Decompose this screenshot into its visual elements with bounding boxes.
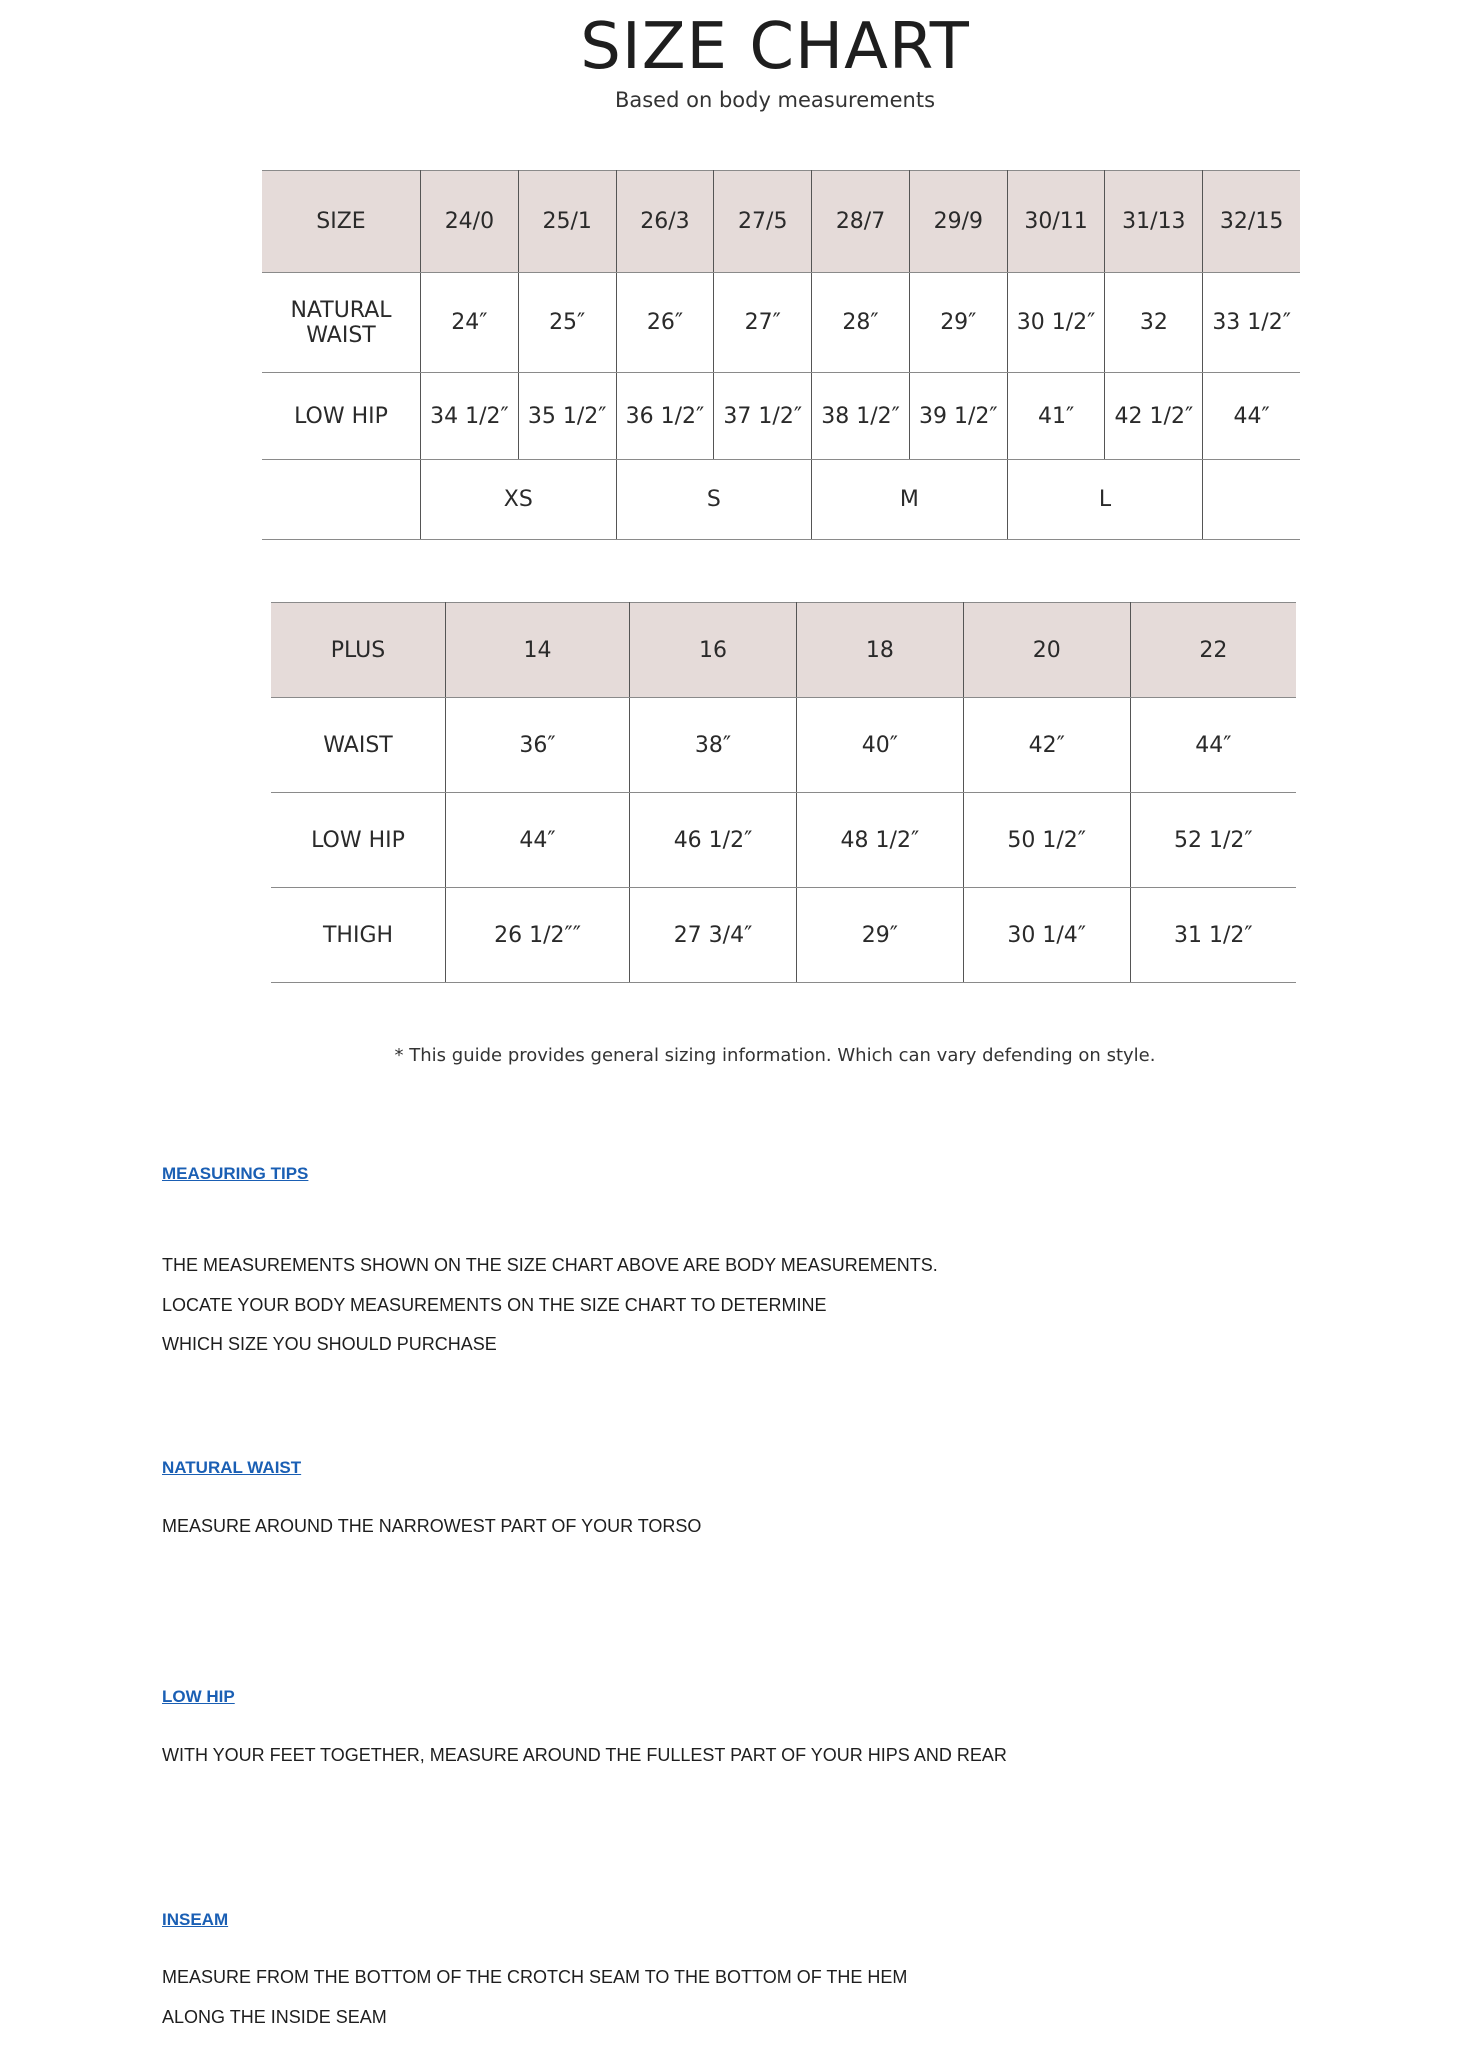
page-title: SIZE CHART <box>580 10 970 84</box>
plus-size-table <box>271 602 1296 983</box>
measuring-tips-text: LOCATE YOUR BODY MEASUREMENTS ON THE SIZE CHART TO DETERMINE <box>162 1295 827 1315</box>
size-label: SIZE <box>262 171 421 273</box>
low-hip-link[interactable]: LOW HIP <box>162 1687 235 1706</box>
plus-size-cell: 16 <box>630 603 797 698</box>
natural-waist-label-line1: NATURAL <box>290 297 392 323</box>
waist-cell: 38″ <box>630 698 797 793</box>
size-cell: 24/0 <box>421 171 519 273</box>
measuring-tips-text: WHICH SIZE YOU SHOULD PURCHASE <box>162 1334 497 1354</box>
hip-cell: 37 1/2″ <box>714 373 812 460</box>
natural-waist-label <box>262 273 421 373</box>
letter-size-cell: L <box>1007 460 1203 540</box>
waist-cell: 44″ <box>1130 698 1296 793</box>
hip-cell: 46 1/2″ <box>630 793 797 888</box>
waist-cell: 36″ <box>446 698 630 793</box>
waist-cell: 27″ <box>714 273 812 373</box>
thigh-cell: 26 1/2″″ <box>446 888 630 983</box>
hip-cell: 42 1/2″ <box>1105 373 1203 460</box>
low-hip-text: WITH YOUR FEET TOGETHER, MEASURE AROUND THE FULLEST PART OF YOUR HIPS AND REAR <box>162 1745 1007 1765</box>
waist-cell: 32 <box>1105 273 1203 373</box>
hip-cell: 50 1/2″ <box>963 793 1130 888</box>
table-row <box>262 460 1300 540</box>
plus-size-cell: 18 <box>796 603 963 698</box>
size-cell: 29/9 <box>909 171 1007 273</box>
size-cell: 27/5 <box>714 171 812 273</box>
table-row <box>262 273 1300 373</box>
waist-cell: 42″ <box>963 698 1130 793</box>
waist-cell: 25″ <box>518 273 616 373</box>
waist-label: WAIST <box>271 698 446 793</box>
hip-cell: 41″ <box>1007 373 1105 460</box>
hip-cell: 48 1/2″ <box>796 793 963 888</box>
hip-cell: 52 1/2″ <box>1130 793 1296 888</box>
natural-waist-text: MEASURE AROUND THE NARROWEST PART OF YOUR TORSO <box>162 1516 702 1536</box>
size-cell: 28/7 <box>812 171 910 273</box>
low-hip-label: LOW HIP <box>271 793 446 888</box>
size-cell: 25/1 <box>518 171 616 273</box>
waist-cell: 40″ <box>796 698 963 793</box>
thigh-cell: 29″ <box>796 888 963 983</box>
table-row <box>271 793 1296 888</box>
table-row <box>262 171 1300 273</box>
empty-cell <box>1203 460 1300 540</box>
plus-label: PLUS <box>271 603 446 698</box>
measuring-tips-text: THE MEASUREMENTS SHOWN ON THE SIZE CHART ABOVE ARE BODY MEASUREMENTS. <box>162 1255 938 1275</box>
table-row <box>271 888 1296 983</box>
measuring-tips-link[interactable]: MEASURING TIPS <box>162 1164 309 1183</box>
empty-cell <box>262 460 421 540</box>
hip-cell: 35 1/2″ <box>518 373 616 460</box>
plus-size-cell: 14 <box>446 603 630 698</box>
thigh-cell: 30 1/4″ <box>963 888 1130 983</box>
table-row <box>271 698 1296 793</box>
size-cell: 32/15 <box>1203 171 1300 273</box>
hip-cell: 38 1/2″ <box>812 373 910 460</box>
plus-size-cell: 20 <box>963 603 1130 698</box>
inseam-text: MEASURE FROM THE BOTTOM OF THE CROTCH SEAM TO THE BOTTOM OF THE HEM <box>162 1967 908 1987</box>
waist-cell: 26″ <box>616 273 714 373</box>
letter-size-cell: XS <box>421 460 617 540</box>
plus-size-cell: 22 <box>1130 603 1296 698</box>
waist-cell: 28″ <box>812 273 910 373</box>
table-row <box>271 603 1296 698</box>
hip-cell: 34 1/2″ <box>421 373 519 460</box>
sizing-note: * This guide provides general sizing information. Which can vary defending on style. <box>394 1045 1156 1066</box>
low-hip-label: LOW HIP <box>262 373 421 460</box>
letter-size-cell: M <box>812 460 1008 540</box>
page-subtitle: Based on body measurements <box>614 88 936 112</box>
size-cell: 30/11 <box>1007 171 1105 273</box>
thigh-cell: 27 3/4″ <box>630 888 797 983</box>
inseam-text: ALONG THE INSIDE SEAM <box>162 2007 387 2027</box>
size-cell: 31/13 <box>1105 171 1203 273</box>
thigh-cell: 31 1/2″ <box>1130 888 1296 983</box>
standard-size-table <box>262 170 1300 540</box>
inseam-link[interactable]: INSEAM <box>162 1910 229 1929</box>
hip-cell: 36 1/2″ <box>616 373 714 460</box>
table-row <box>262 373 1300 460</box>
waist-cell: 29″ <box>909 273 1007 373</box>
waist-cell: 30 1/2″ <box>1007 273 1105 373</box>
waist-cell: 33 1/2″ <box>1203 273 1300 373</box>
letter-size-cell: S <box>616 460 812 540</box>
thigh-label: THIGH <box>271 888 446 983</box>
natural-waist-link[interactable]: NATURAL WAIST <box>162 1458 302 1477</box>
size-cell: 26/3 <box>616 171 714 273</box>
natural-waist-label-line2: WAIST <box>306 322 376 348</box>
hip-cell: 39 1/2″ <box>909 373 1007 460</box>
hip-cell: 44″ <box>446 793 630 888</box>
waist-cell: 24″ <box>421 273 519 373</box>
hip-cell: 44″ <box>1203 373 1300 460</box>
